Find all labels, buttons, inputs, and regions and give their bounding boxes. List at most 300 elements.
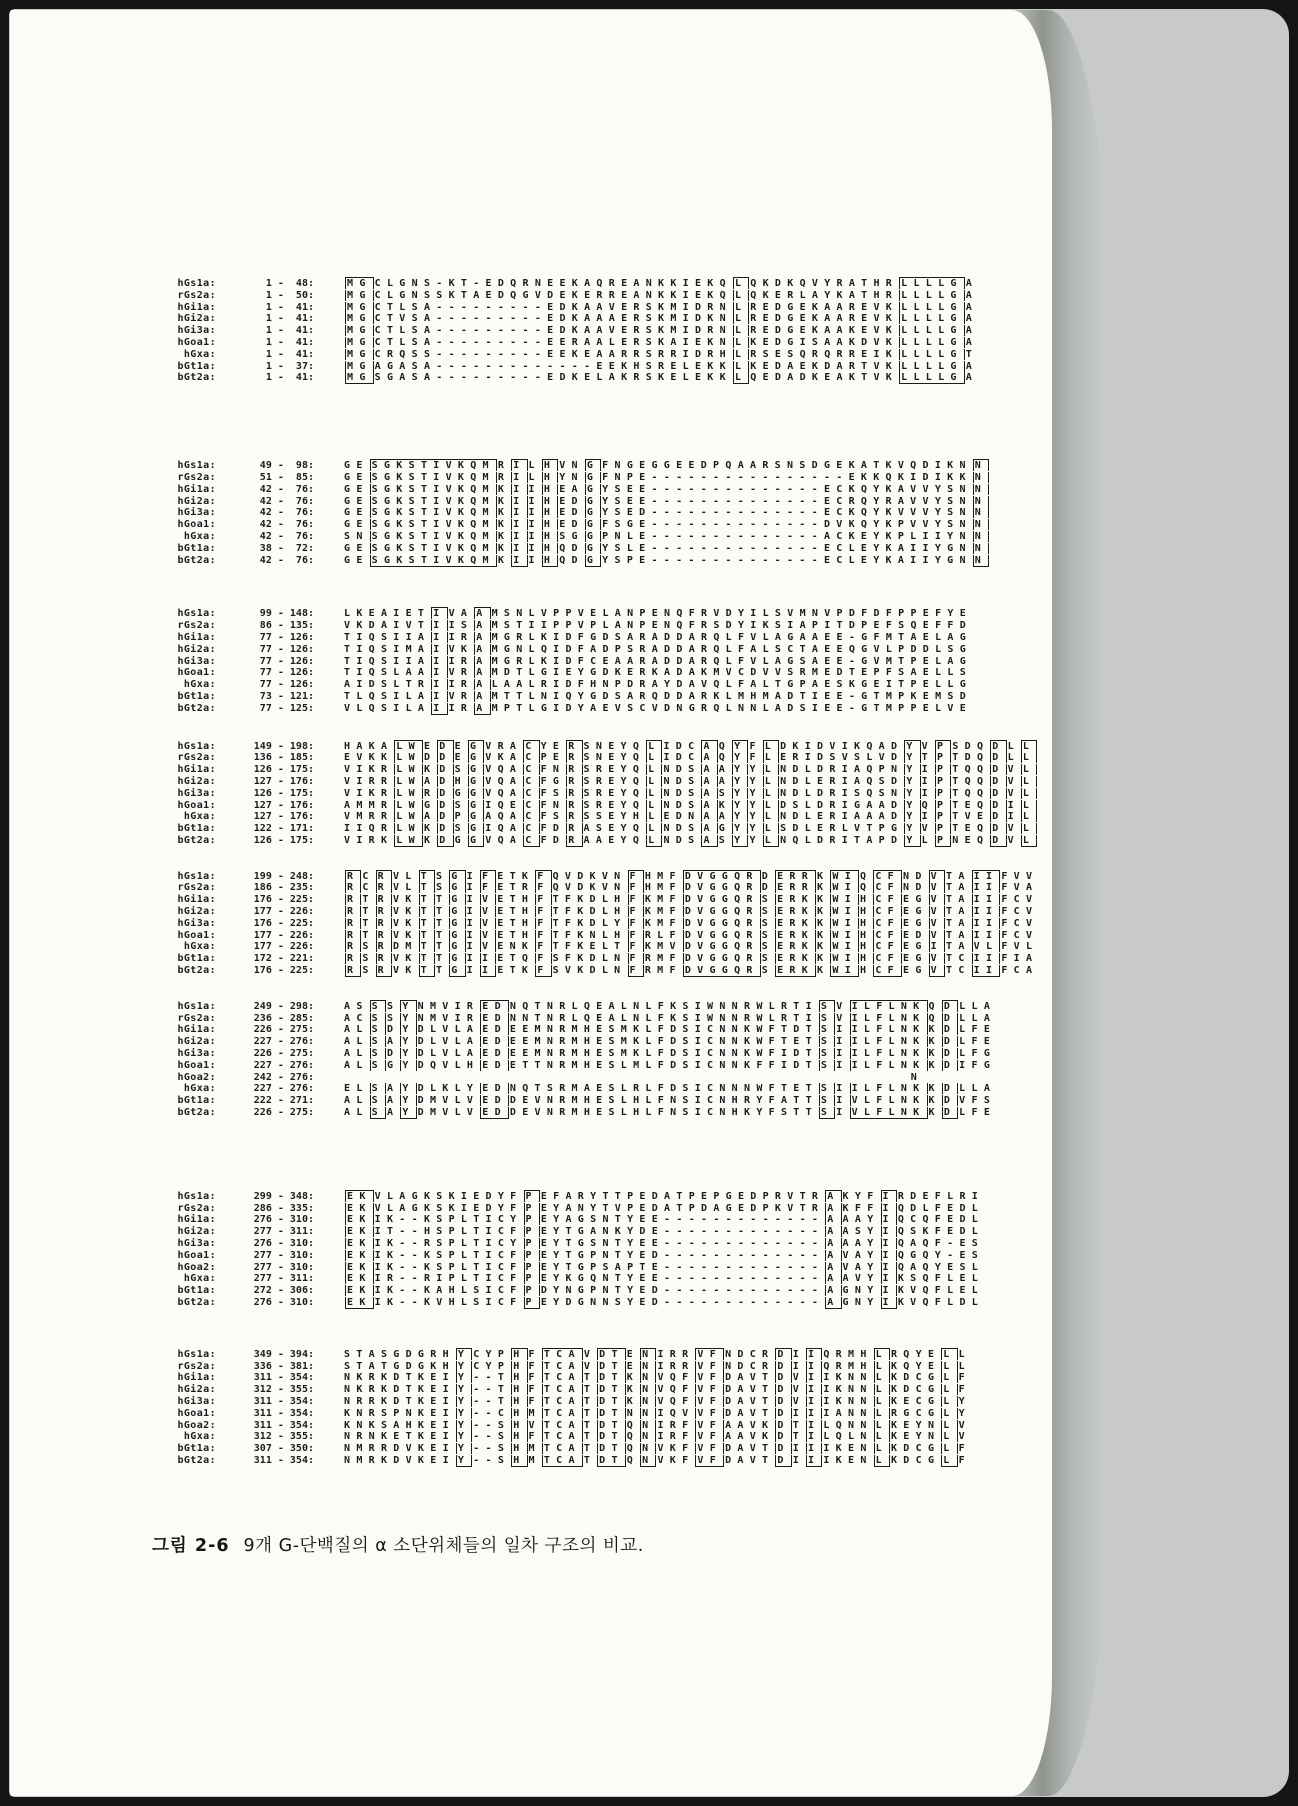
conserved-box: C bbox=[525, 752, 538, 764]
conserved-box: VF bbox=[697, 1454, 723, 1466]
conserved-box: R bbox=[568, 752, 581, 764]
residue-sequence: MG CLGNS-KT-EDQRNEEKAQREANKKIEKQ L QKDKQVYRATHR LLLLG A bbox=[347, 278, 979, 289]
conserved-box: V bbox=[930, 882, 943, 894]
conserved-box: D bbox=[992, 799, 1005, 811]
conserved-box: DT bbox=[599, 1395, 624, 1407]
conserved-box: I bbox=[513, 519, 526, 531]
subunit-name: rGs2a: bbox=[177, 1202, 216, 1214]
conserved-box: P bbox=[525, 1238, 538, 1250]
subunit-name: hGs1a: bbox=[177, 608, 216, 620]
residue-range: 172 - 221: bbox=[253, 953, 314, 965]
sequence-row bbox=[110, 1095, 1038, 1107]
residue-range: 272 - 306: bbox=[253, 1285, 314, 1297]
conserved-box: WI bbox=[832, 965, 858, 977]
conserved-box: SGKSTIVKQM bbox=[371, 507, 495, 519]
subunit-name: hGxa: bbox=[183, 679, 216, 691]
conserved-box: G bbox=[451, 929, 464, 941]
conserved-box: C bbox=[525, 775, 538, 787]
residue-sequence: EK VLAGKSKIEDYF P EYANYTVPEDATPDAGEDPKVTR A KFF I QDLFEDL bbox=[347, 1202, 985, 1214]
sequence-row bbox=[110, 1191, 1038, 1203]
conserved-box: I bbox=[433, 608, 446, 620]
sequence-row bbox=[110, 290, 1038, 302]
conserved-box: L bbox=[648, 775, 661, 787]
conserved-box: ILFLNK bbox=[851, 1083, 926, 1095]
sequence-row bbox=[110, 1420, 1038, 1432]
subunit-name: bGt1a: bbox=[177, 360, 216, 372]
conserved-box: V bbox=[481, 906, 495, 918]
subunit-name: hGxa: bbox=[183, 1431, 216, 1443]
conserved-box: L bbox=[943, 1419, 956, 1431]
conserved-box: MG bbox=[347, 301, 372, 313]
conserved-box: G bbox=[469, 740, 483, 752]
conserved-box: R bbox=[377, 953, 390, 965]
residue-sequence: NRRKDTKEI Y --T H F TCA T DT K N VQF VF DAVT D V I IKNN L KECG L Y bbox=[344, 1395, 971, 1407]
conserved-box: WI bbox=[832, 917, 858, 929]
conserved-box: Y bbox=[906, 764, 919, 776]
residue-sequence: AMMR LW G D S G IQE C FN R SREYQ L NDS A K Y Y L DSLDRIGAAD Y Q P TEQ D I L bbox=[344, 799, 1036, 811]
conserved-box: F bbox=[537, 929, 550, 941]
subunit-name: hGs1a: bbox=[177, 1348, 216, 1360]
conserved-box: VF bbox=[697, 1443, 723, 1455]
alignment-block-4 bbox=[110, 741, 1038, 847]
conserved-box: G bbox=[451, 941, 464, 953]
sequence-row bbox=[110, 1372, 1038, 1384]
conserved-box: LLLLG bbox=[901, 360, 963, 372]
conserved-box: L bbox=[764, 823, 778, 835]
conserved-box: L bbox=[1022, 799, 1036, 811]
conserved-box: H bbox=[543, 542, 557, 554]
conserved-box: ED bbox=[482, 1095, 507, 1107]
conserved-box: F bbox=[629, 929, 642, 941]
residue-sequence: R T R VK T T G I V ETH F TFKDLY F KMF DVGGQR S ERK K WI H CF EG V TA II FCV bbox=[347, 917, 1039, 929]
conserved-box: H bbox=[513, 1454, 526, 1466]
conserved-box: EK bbox=[347, 1226, 372, 1238]
residue-sequence: R C R VL T S G I F ETK F QVDKVN F HMF DVGGQR D ERR K WI Q CF ND V TA II FVV bbox=[347, 870, 1039, 882]
residue-range: 127 - 176: bbox=[253, 811, 314, 823]
conserved-box: D bbox=[439, 823, 452, 835]
conserved-box: II bbox=[973, 906, 999, 918]
conserved-box: ILFLNK bbox=[851, 1059, 926, 1071]
conserved-box: LLLLG bbox=[901, 372, 963, 384]
residue-range: 149 - 198: bbox=[253, 740, 314, 752]
conserved-box: DVGGQR bbox=[684, 941, 759, 953]
conserved-box: H bbox=[543, 460, 557, 472]
residue-range: 42 - 76: bbox=[253, 554, 314, 566]
residue-range: 277 - 310: bbox=[253, 1249, 314, 1261]
conserved-box: DT bbox=[599, 1443, 624, 1455]
subunit-name: hGi2a: bbox=[177, 775, 216, 787]
conserved-box: H bbox=[513, 1395, 526, 1407]
conserved-box: I bbox=[808, 1360, 821, 1372]
subunit-name: hGoa2: bbox=[177, 1261, 216, 1273]
conserved-box: H bbox=[513, 1360, 526, 1372]
conserved-box: V bbox=[930, 965, 943, 977]
alignment-block-8 bbox=[110, 1349, 1038, 1467]
conserved-box: MG bbox=[347, 360, 372, 372]
conserved-box: I bbox=[433, 679, 446, 691]
conserved-box: I bbox=[882, 1226, 895, 1238]
subunit-name: hGxa: bbox=[183, 1083, 216, 1095]
conserved-box: VL bbox=[973, 941, 999, 953]
conserved-box: G bbox=[451, 882, 464, 894]
conserved-box: CF bbox=[875, 941, 901, 953]
conserved-box: ILFLNK bbox=[851, 1024, 926, 1036]
sequence-alignment-figure bbox=[110, 278, 1038, 1493]
subunit-name: hGi2a: bbox=[177, 495, 216, 507]
conserved-box: Y bbox=[402, 1024, 415, 1036]
conserved-box: L bbox=[734, 278, 748, 289]
conserved-box: D bbox=[777, 1407, 790, 1419]
residue-range: 226 - 275: bbox=[253, 1024, 314, 1036]
subunit-name: hGi1a: bbox=[177, 631, 216, 643]
conserved-box: T bbox=[420, 894, 433, 906]
conserved-box: N bbox=[642, 1360, 655, 1372]
residue-range: 311 - 354: bbox=[253, 1419, 314, 1431]
conserved-box: F bbox=[629, 894, 642, 906]
conserved-box: A bbox=[703, 775, 716, 787]
conserved-box: Y bbox=[734, 764, 747, 776]
sequence-row bbox=[110, 507, 1038, 519]
conserved-box: L bbox=[875, 1431, 888, 1443]
conserved-box: L bbox=[875, 1454, 888, 1466]
residue-range: 226 - 275: bbox=[253, 1048, 314, 1060]
conserved-box: P bbox=[525, 1273, 538, 1285]
residue-sequence: EK IT--HSPLTICF P EYTGANKYDE------------- A ASY I QSKFEDL bbox=[347, 1226, 985, 1238]
conserved-box: I bbox=[433, 655, 446, 667]
conserved-box: LW bbox=[396, 823, 421, 835]
residue-range: 1 - 41: bbox=[253, 325, 314, 337]
conserved-box: F bbox=[537, 917, 550, 929]
conserved-box: I bbox=[433, 690, 446, 702]
conserved-box: N bbox=[642, 1407, 655, 1419]
conserved-box: LLLLG bbox=[901, 278, 963, 289]
conserved-box: V bbox=[930, 929, 943, 941]
subunit-name: hGs1a: bbox=[177, 870, 216, 882]
conserved-box: T bbox=[420, 882, 433, 894]
conserved-box: L bbox=[943, 1360, 956, 1372]
residue-range: 277 - 310: bbox=[253, 1261, 314, 1273]
conserved-box: H bbox=[543, 530, 557, 542]
residue-sequence: NRNKETKEI Y --S H F TCA T DT Q N IRF VF AAVK D T I LQLN L KEYN L V bbox=[344, 1431, 971, 1443]
residue-range: 286 - 335: bbox=[253, 1202, 314, 1214]
conserved-box: ILFLNK bbox=[851, 1048, 926, 1060]
conserved-box: LW bbox=[396, 799, 421, 811]
conserved-box: L bbox=[734, 372, 748, 384]
conserved-box: Y bbox=[734, 752, 747, 764]
conserved-box: D bbox=[439, 787, 452, 799]
residue-range: 73 - 121: bbox=[253, 690, 314, 702]
residue-range: 42 - 76: bbox=[253, 507, 314, 519]
subunit-name: hGi2a: bbox=[177, 313, 216, 325]
conserved-box: I bbox=[930, 941, 943, 953]
conserved-box: I bbox=[513, 507, 526, 519]
conserved-box: ED bbox=[482, 1059, 507, 1071]
residue-sequence: GE SGKSTIVKQM K I I H ED G FSGE--------------DVKQYKPVVYSN N bbox=[344, 519, 988, 531]
residue-range: 1 - 41: bbox=[253, 372, 314, 384]
conserved-box: L bbox=[734, 289, 748, 301]
sequence-row bbox=[110, 691, 1038, 703]
conserved-box: G bbox=[586, 554, 600, 566]
subunit-name: hGi1a: bbox=[177, 1214, 216, 1226]
conserved-box: S bbox=[371, 1048, 384, 1060]
sequence-row bbox=[110, 882, 1038, 894]
subunit-name: hGxa: bbox=[183, 1273, 216, 1285]
conserved-box: Y bbox=[906, 752, 919, 764]
conserved-box: F bbox=[537, 965, 550, 977]
subunit-name: bGt1a: bbox=[177, 1285, 216, 1297]
conserved-box: L bbox=[875, 1372, 888, 1384]
conserved-box: CF bbox=[875, 953, 901, 965]
conserved-box: R bbox=[377, 917, 390, 929]
conserved-box: D bbox=[777, 1348, 790, 1360]
conserved-box: Y bbox=[734, 799, 747, 811]
conserved-box: Y bbox=[402, 1012, 415, 1024]
conserved-box: N bbox=[642, 1395, 655, 1407]
conserved-box: D bbox=[992, 764, 1005, 776]
conserved-box: S bbox=[371, 1000, 384, 1012]
conserved-box: F bbox=[629, 882, 642, 894]
residue-range: 311 - 354: bbox=[253, 1454, 314, 1466]
conserved-box: N bbox=[974, 519, 988, 531]
conserved-box: Y bbox=[906, 787, 919, 799]
conserved-box: R bbox=[347, 929, 360, 941]
conserved-box: SGKSTIVKQM bbox=[371, 483, 495, 495]
residue-range: 277 - 311: bbox=[253, 1273, 314, 1285]
conserved-box: P bbox=[936, 799, 950, 811]
residue-sequence: TLQSILA I VR A MTTLNIQYGDSARQDDARKLMHMADTIEE-GTMPKEMSD bbox=[344, 690, 973, 702]
sequence-row bbox=[110, 656, 1038, 668]
conserved-box: SGKSTIVKQM bbox=[371, 530, 495, 542]
conserved-box: L bbox=[875, 1395, 888, 1407]
sequence-row bbox=[110, 620, 1038, 632]
sequence-row bbox=[110, 460, 1038, 472]
conserved-box: I bbox=[433, 702, 446, 714]
sequence-row bbox=[110, 953, 1038, 965]
conserved-box: Y bbox=[906, 811, 919, 823]
conserved-box: R bbox=[347, 941, 360, 953]
conserved-box: TCA bbox=[543, 1348, 581, 1360]
conserved-box: Y bbox=[457, 1454, 471, 1466]
subunit-name: hGi3a: bbox=[177, 917, 216, 929]
conserved-box: ED bbox=[482, 1024, 507, 1036]
residue-range: 349 - 394: bbox=[253, 1348, 314, 1360]
conserved-box: L bbox=[943, 1395, 956, 1407]
residue-sequence: VLQSILA I IR A MPTLGIDYAEVSCVDNGRQLNNLADSIEE-GTMPPELVE bbox=[344, 702, 973, 714]
conserved-box: DVGGQR bbox=[684, 929, 759, 941]
residue-range: 336 - 381: bbox=[253, 1360, 314, 1372]
residue-range: 176 - 225: bbox=[253, 894, 314, 906]
conserved-box: S bbox=[820, 1107, 834, 1119]
conserved-box: L bbox=[875, 1348, 888, 1360]
conserved-box: A bbox=[703, 834, 716, 846]
sequence-row bbox=[110, 823, 1038, 835]
conserved-box: D bbox=[992, 811, 1005, 823]
subunit-name: bGt2a: bbox=[177, 965, 216, 977]
conserved-box: A bbox=[827, 1273, 840, 1285]
residue-sequence: EK IK--RSPLTICY P EYTGSNTYEE------------- A AAY I QAQF-ES bbox=[347, 1238, 985, 1250]
residue-sequence: VIRK LW K D G G VQA C FD R AAEYQ L NDS A S Y Y L NQLDRITAPD Y L P NEQ D V L bbox=[344, 834, 1036, 846]
subunit-name: hGs1a: bbox=[177, 460, 216, 472]
subunit-name: hGi2a: bbox=[177, 906, 216, 918]
conserved-box: R bbox=[377, 882, 390, 894]
conserved-box: VF bbox=[697, 1395, 723, 1407]
conserved-box: N bbox=[974, 471, 988, 483]
conserved-box: P bbox=[936, 775, 950, 787]
conserved-box: L bbox=[764, 764, 778, 776]
residue-range: 311 - 354: bbox=[253, 1395, 314, 1407]
conserved-box: D bbox=[439, 764, 452, 776]
sequence-row bbox=[110, 302, 1038, 314]
subunit-name: hGi3a: bbox=[177, 1395, 216, 1407]
conserved-box: H bbox=[513, 1419, 526, 1431]
sequence-row bbox=[110, 667, 1038, 679]
conserved-box: TCA bbox=[543, 1360, 581, 1372]
conserved-box: EK bbox=[347, 1261, 372, 1273]
residue-sequence: MG CRQSS---------EEKEAARRSRRIDRH L RSESQRQRREIK LLLLG T bbox=[347, 348, 979, 360]
conserved-box: A bbox=[476, 620, 489, 632]
conserved-box: G bbox=[469, 775, 483, 787]
conserved-box: N bbox=[642, 1431, 655, 1443]
residue-sequence: NMRRDVKEI Y --S H M TCA T DT Q N VKF VF DAVT D I I IKEN L KDCG L F bbox=[344, 1443, 971, 1455]
residue-range: 307 - 350: bbox=[253, 1443, 314, 1455]
conserved-box: A bbox=[476, 643, 489, 655]
conserved-box: A bbox=[703, 752, 716, 764]
conserved-box: P bbox=[525, 1202, 538, 1214]
conserved-box: VLFLNK bbox=[851, 1107, 926, 1119]
subunit-name: hGoa2: bbox=[177, 1419, 216, 1431]
conserved-box: P bbox=[936, 740, 950, 752]
residue-sequence: SN SGKSTIVKQM K I I H SG G PNLE--------------ACKEYKPLIIYN N bbox=[344, 530, 988, 542]
sequence-row bbox=[110, 930, 1038, 942]
residue-range: 77 - 126: bbox=[253, 643, 314, 655]
conserved-box: Y bbox=[734, 740, 747, 752]
conserved-box: F bbox=[537, 882, 550, 894]
residue-range: 77 - 126: bbox=[253, 655, 314, 667]
conserved-box: H bbox=[513, 1431, 526, 1443]
conserved-box: T bbox=[420, 906, 433, 918]
conserved-box: Y bbox=[457, 1348, 471, 1360]
conserved-box: CF bbox=[875, 965, 901, 977]
sequence-row bbox=[110, 1214, 1038, 1226]
conserved-box: SGKSTIVKQM bbox=[371, 542, 495, 554]
conserved-box: EK bbox=[347, 1273, 372, 1285]
conserved-box: ERK bbox=[777, 917, 815, 929]
residue-range: 276 - 310: bbox=[253, 1297, 314, 1308]
residue-range: 77 - 126: bbox=[253, 667, 314, 679]
conserved-box: I bbox=[808, 1443, 821, 1455]
conserved-box: N bbox=[642, 1348, 655, 1360]
residue-sequence: R T R VK T T G I V ETH F TFKDLH F KMF DVGGQR S ERK K WI H CF EG V TA II FCV bbox=[347, 906, 1039, 918]
conserved-box: A bbox=[827, 1190, 840, 1202]
conserved-box: C bbox=[525, 811, 538, 823]
residue-sequence: GE SGKSTIVKQM K I I H ED G YSEE--------------ECRQYRAVVYSN N bbox=[344, 495, 988, 507]
residue-sequence: AL S D Y DLVLA ED EEMNRMHESMKLFDSICNNKWFTDT S I ILFLNK K D LFE bbox=[344, 1024, 997, 1036]
conserved-box: L bbox=[875, 1443, 888, 1455]
conserved-box: T bbox=[420, 870, 433, 882]
conserved-box: T bbox=[420, 965, 433, 977]
subunit-name: hGi3a: bbox=[177, 507, 216, 519]
residue-range: 177 - 226: bbox=[253, 941, 314, 953]
residue-sequence: KNRSPNKEI Y --C H M TCA T DT N N IQV VF DAVT D I I IANN L RGCG L Y bbox=[344, 1407, 971, 1419]
residue-range: 86 - 135: bbox=[253, 620, 314, 632]
residue-range: 1 - 37: bbox=[253, 360, 314, 372]
conserved-box: ERK bbox=[777, 906, 815, 918]
subunit-name: hGi2a: bbox=[177, 1036, 216, 1048]
conserved-box: L bbox=[943, 1348, 956, 1360]
conserved-box: S bbox=[371, 1095, 384, 1107]
residue-sequence: R S R DM T T G I V ENK F TFKELT F KMV DVGGQR S ERK K WI H CF EG I TA VL FVL bbox=[347, 941, 1039, 953]
sequence-row bbox=[110, 278, 1038, 290]
subunit-name: hGi1a: bbox=[177, 301, 216, 313]
subunit-name: bGt1a: bbox=[177, 823, 216, 835]
conserved-box: CF bbox=[875, 894, 901, 906]
conserved-box: TCA bbox=[543, 1431, 581, 1443]
conserved-box: LLLLG bbox=[901, 301, 963, 313]
conserved-box: A bbox=[827, 1238, 840, 1250]
subunit-name: bGt1a: bbox=[177, 690, 216, 702]
subunit-name: hGi3a: bbox=[177, 787, 216, 799]
conserved-box: T bbox=[420, 953, 433, 965]
sequence-row bbox=[110, 1285, 1038, 1297]
subunit-name: hGi2a: bbox=[177, 1384, 216, 1396]
conserved-box: A bbox=[827, 1297, 840, 1308]
sequence-row bbox=[110, 1013, 1038, 1025]
conserved-box: P bbox=[525, 1297, 538, 1308]
subunit-name: bGt2a: bbox=[177, 554, 216, 566]
conserved-box: H bbox=[543, 554, 557, 566]
sequence-row bbox=[110, 776, 1038, 788]
conserved-box: V bbox=[481, 894, 495, 906]
conserved-box: I bbox=[513, 471, 526, 483]
conserved-box: P bbox=[936, 752, 950, 764]
conserved-box: L bbox=[764, 834, 778, 846]
conserved-box: G bbox=[451, 965, 464, 977]
subunit-name: hGoa1: bbox=[177, 667, 216, 679]
conserved-box: A bbox=[703, 787, 716, 799]
conserved-box: D bbox=[439, 811, 452, 823]
conserved-box: I bbox=[513, 542, 526, 554]
conserved-box: F bbox=[629, 941, 642, 953]
sequence-row bbox=[110, 337, 1038, 349]
conserved-box: L bbox=[764, 799, 778, 811]
subunit-name: rGs2a: bbox=[177, 471, 216, 483]
conserved-box: LLLLG bbox=[901, 348, 963, 360]
conserved-box: S bbox=[820, 1024, 834, 1036]
residue-sequence: MG CTLSA---------EERAALERSKAIEKN L KEDGISAAKDVK LLLLG A bbox=[347, 336, 979, 348]
conserved-box: SGKSTIVKQM bbox=[371, 495, 495, 507]
residue-sequence: HAKA LW E D E G VRA C YE R SNEYQ L IDC A Q Y F L DKIDVIKQAD Y V P SDQ D L L bbox=[344, 740, 1036, 752]
residue-sequence: TIQSLAA I VR A MDTLGIEYGDKERKADAKMVCDVVSRMEDTEPFSAELLS bbox=[344, 667, 973, 679]
conserved-box: L bbox=[734, 360, 748, 372]
conserved-box: I bbox=[513, 554, 526, 566]
conserved-box: Y bbox=[457, 1360, 471, 1372]
conserved-box: ILFLNK bbox=[851, 1012, 926, 1024]
subunit-name: rGs2a: bbox=[177, 620, 216, 632]
residue-range: 311 - 354: bbox=[253, 1372, 314, 1384]
sequence-row bbox=[110, 531, 1038, 543]
conserved-box: WI bbox=[832, 929, 858, 941]
subunit-name: hGoa1: bbox=[177, 1059, 216, 1071]
conserved-box: S bbox=[820, 1048, 834, 1060]
conserved-box: G bbox=[469, 811, 483, 823]
sequence-row bbox=[110, 361, 1038, 373]
conserved-box: VF bbox=[697, 1431, 723, 1443]
conserved-box: D bbox=[943, 1095, 957, 1107]
conserved-box: DT bbox=[599, 1372, 624, 1384]
residue-sequence: MG CTVSA---------EDKAAAERSKMIDKN L REDGEKAAREVK LLLLG A bbox=[347, 313, 979, 325]
conserved-box: D bbox=[777, 1384, 790, 1396]
conserved-box: DVGGQR bbox=[684, 882, 759, 894]
